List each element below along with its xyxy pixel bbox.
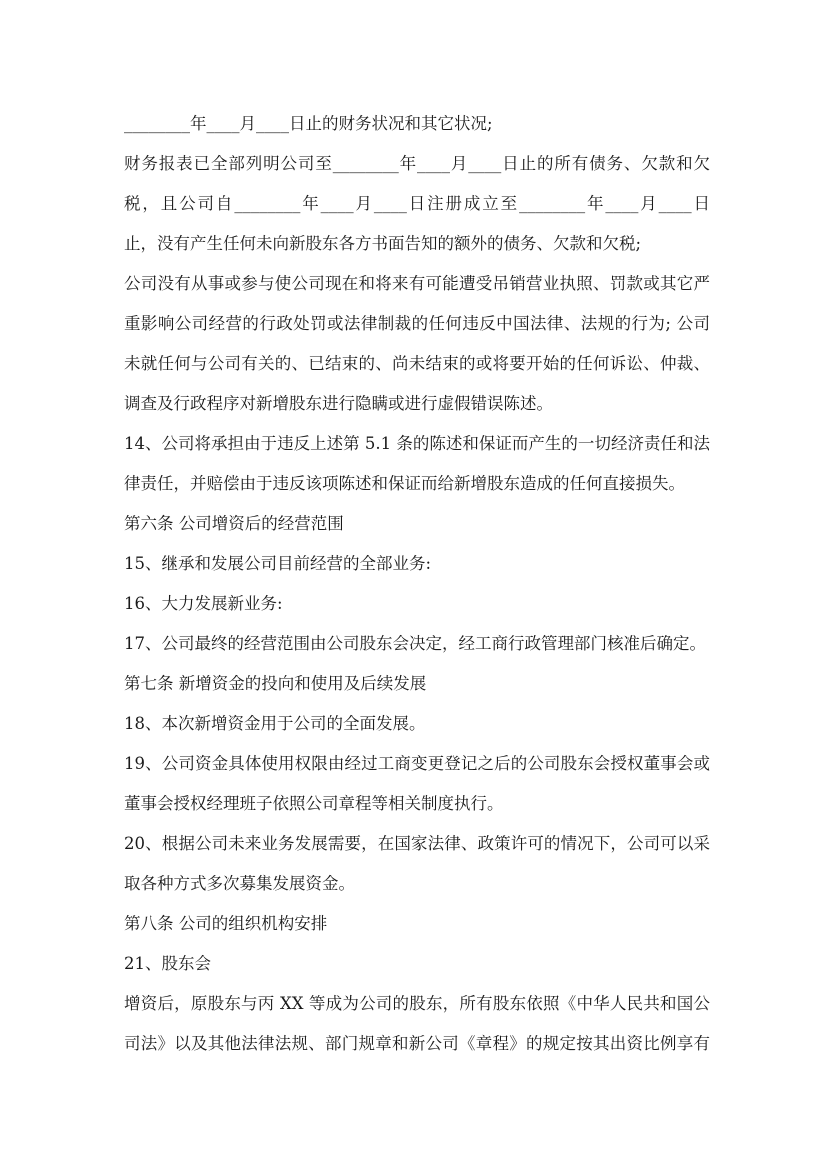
text-line: 未就任何与公司有关的、已结束的、尚未结束的或将要开始的任何诉讼、仲裁、 xyxy=(124,354,710,373)
text-line: 司法》以及其他法律法规、部门规章和新公司《章程》的规定按其出资比例享有 xyxy=(124,1034,710,1053)
text-line: 财务报表已全部列明公司至________年____月____日止的所有债务、欠款和欠 xyxy=(124,154,710,173)
text-line: 18、本次新增资金用于公司的全面发展。 xyxy=(124,714,426,733)
section-heading: 第七条 新增资金的投向和使用及后续发展 xyxy=(124,674,427,693)
text-line: 公司没有从事或参与使公司现在和将来有可能遭受吊销营业执照、罚款或其它严 xyxy=(124,274,710,293)
text-line: 调查及行政程序对新增股东进行隐瞒或进行虚假错误陈述。 xyxy=(124,394,553,413)
text-line: 21、股东会 xyxy=(124,954,211,973)
text-line: 20、根据公司未来业务发展需要，在国家法律、政策许可的情况下，公司可以采 xyxy=(124,834,710,853)
text-line: 14、公司将承担由于违反上述第 5.1 条的陈述和保证而产生的一切经济责任和法 xyxy=(124,434,710,453)
text-line: 董事会授权经理班子依照公司章程等相关制度执行。 xyxy=(124,794,504,813)
text-line: 重影响公司经营的行政处罚或法律制裁的任何违反中国法律、法规的行为; 公司 xyxy=(124,314,710,333)
document-body xyxy=(124,104,710,1064)
text-line: ________年____月____日止的财务状况和其它状况; xyxy=(124,114,493,133)
text-line: 律责任，并赔偿由于违反该项陈述和保证而给新增股东造成的任何直接损失。 xyxy=(124,474,685,493)
text-line: 取各种方式多次募集发展资金。 xyxy=(124,874,355,893)
text-line: 19、公司资金具体使用权限由经过工商变更登记之后的公司股东会授权董事会或 xyxy=(124,754,710,773)
text-line: 税，且公司自________年____月____日注册成立至________年____月____日 xyxy=(124,194,710,213)
section-heading: 第八条 公司的组织机构安排 xyxy=(124,914,328,933)
text-line: 17、公司最终的经营范围由公司股东会决定，经工商行政管理部门核准后确定。 xyxy=(124,634,706,653)
text-line: 止，没有产生任何未向新股东各方书面告知的额外的债务、欠款和欠税; xyxy=(124,234,642,253)
text-line: 增资后，原股东与丙 XX 等成为公司的股东，所有股东依照《中华人民共和国公 xyxy=(124,994,710,1013)
text-line: 15、继承和发展公司目前经营的全部业务: xyxy=(124,554,432,573)
section-heading: 第六条 公司增资后的经营范围 xyxy=(124,514,344,533)
text-line: 16、大力发展新业务: xyxy=(124,594,283,613)
